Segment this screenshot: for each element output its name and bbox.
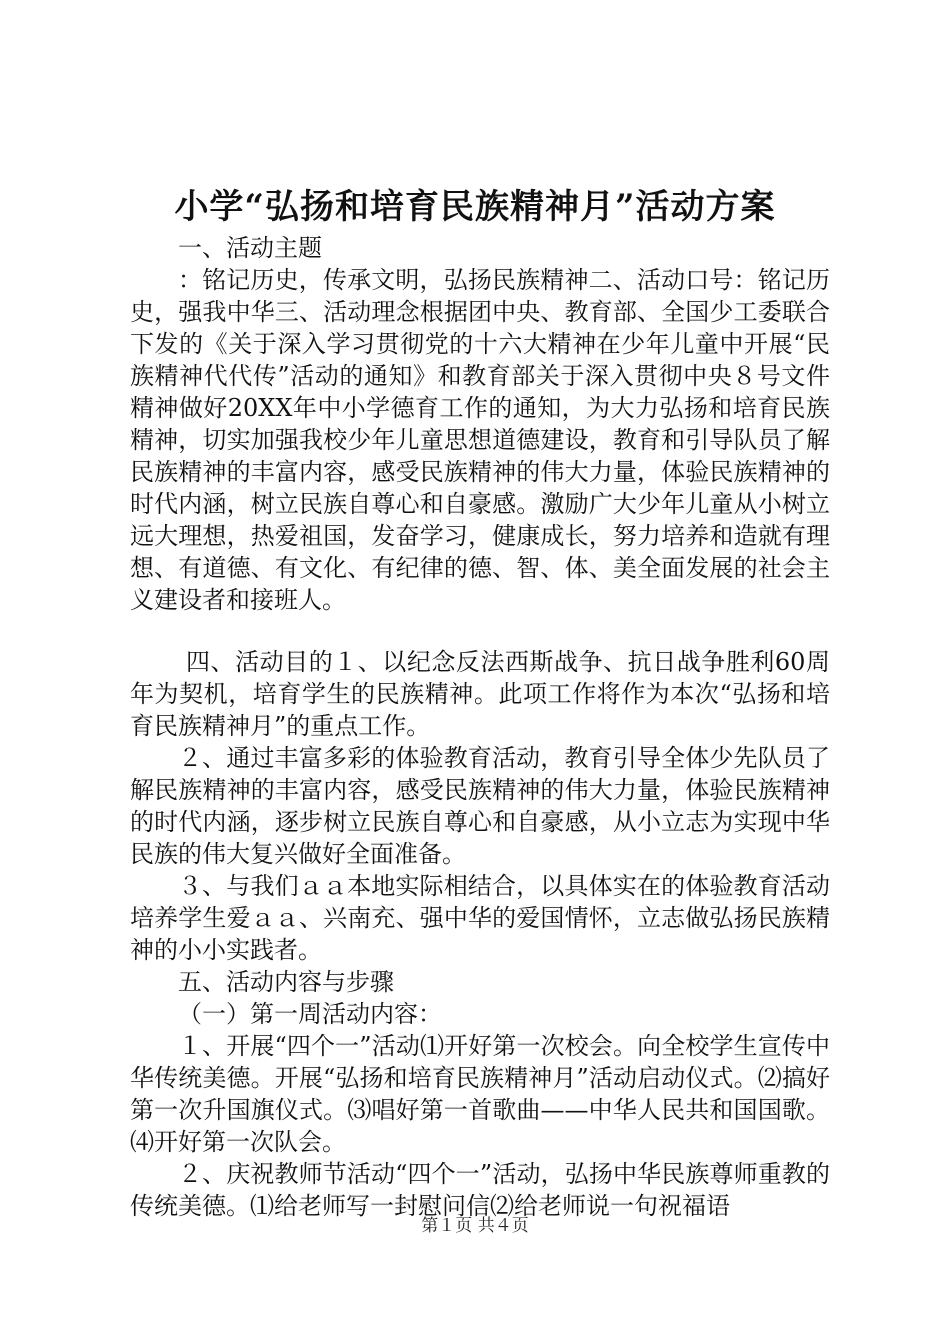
paragraph-week-one-item-1: １、开展“四个一”活动⑴开好第一次校会。向全校学生宣传中华传统美德。开展“弘扬和培育民族精神月”活动启动仪式。⑵搞好第一次升国旗仪式。⑶唱好第一首歌曲——中华人民共和国国歌。⑷开好第一次队会。 (130, 1032, 830, 1156)
document-body (130, 232, 830, 1222)
paragraph-purpose-3: ３、与我们ａａ本地实际相结合，以具体实在的体验教育活动培养学生爱ａａ、兴南充、强中华的爱国情怀，立志做弘扬民族精神的小小实践者。 (130, 872, 830, 964)
paragraph-gap (130, 616, 830, 646)
document-title: 小学“弘扬和培育民族精神月”活动方案 (174, 187, 776, 227)
page-number: 第１页 共４页 (421, 1216, 529, 1236)
paragraph-purpose-1: 四、活动目的１、以纪念反法西斯战争、抗日战争胜利60周年为契机，培育学生的民族精神。此项工作将作为本次“弘扬和培育民族精神月”的重点工作。 (130, 648, 830, 740)
paragraph-purpose-2: ２、通过丰富多彩的体验教育活动，教育引导全体少先队员了解民族精神的丰富内容，感受民族精神的伟大力量，体验民族精神的时代内涵，逐步树立民族自尊心和自豪感，从小立志为实现中华民族的伟大复兴做好全面准备。 (130, 744, 830, 868)
section-heading-content-steps: 五、活动内容与步骤 (178, 968, 394, 996)
paragraph-week-one-item-2: ２、庆祝教师节活动“四个一”活动，弘扬中华民族尊师重教的传统美德。⑴给老师写一封慰问信⑵给老师说一句祝福语 (130, 1160, 830, 1220)
section-heading-theme: 一、活动主题 (178, 234, 322, 262)
paragraph-theme-slogan-concept: ：铭记历史，传承文明，弘扬民族精神二、活动口号：铭记历史，强我中华三、活动理念根据团中央、教育部、全国少工委联合下发的《关于深入学习贯彻党的十六大精神在少年儿童中开展“民族精神代代传”活动的通知》和教育部关于深入贯彻中央８号文件精神做好20XX年中小学德育工作的通知，为大力弘扬和培育民族精神，切实加强我校少年儿童思想道德建设，教育和引导队员了解民族精神的丰富内容，感受民族精神的伟大力量，体验民族精神的时代内涵，树立民族自尊心和自豪感。激励广大少年儿童从小树立远大理想，热爱祖国，发奋学习，健康成长，努力培养和造就有理想、有道德、有文化、有纪律的德、智、体、美全面发展的社会主义建设者和接班人。 (130, 266, 830, 614)
subsection-heading-week-one: （一）第一周活动内容： (178, 1000, 442, 1028)
